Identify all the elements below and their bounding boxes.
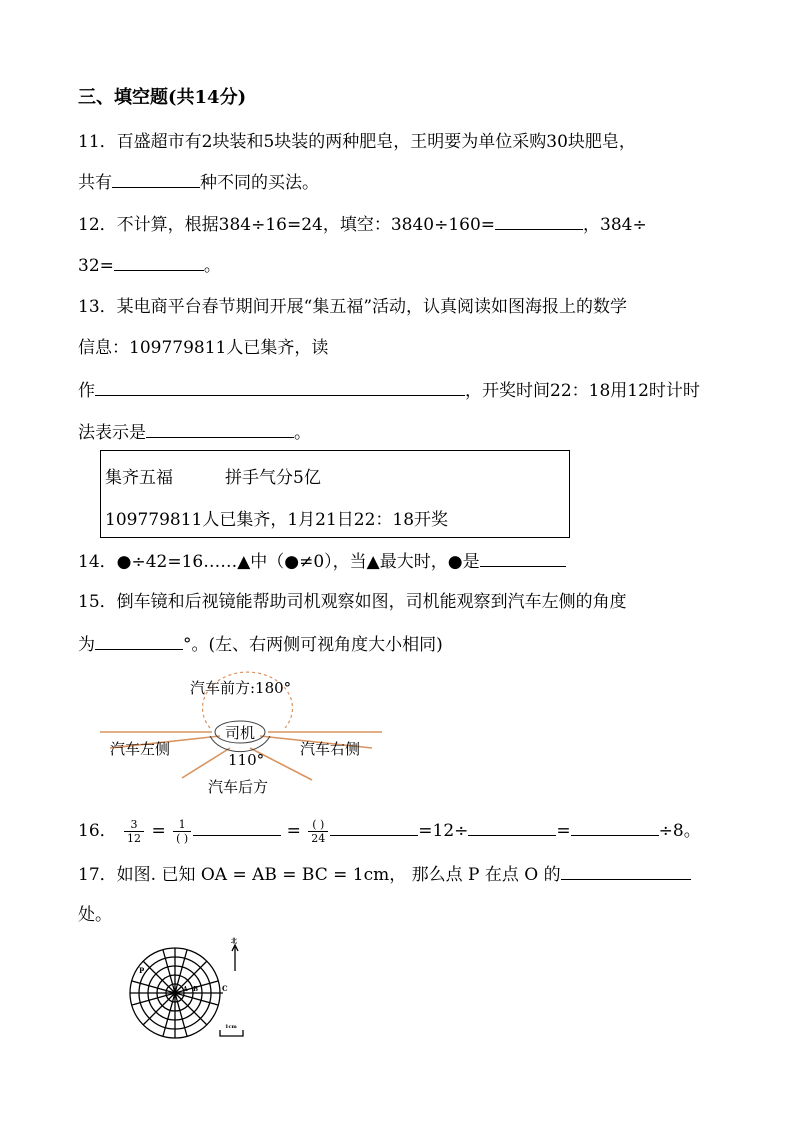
q15-line2 — [78, 632, 443, 657]
q16-answer-blank-3[interactable] — [468, 818, 556, 836]
label-angle: 110° — [228, 751, 265, 769]
rear-sight-line-left — [182, 748, 230, 778]
q16-prefix: 16． — [78, 821, 117, 841]
q12-line2 — [78, 253, 221, 278]
q13-answer-blank-1[interactable] — [95, 378, 465, 396]
q15-line1: 15．倒车镜和后视镜能帮助司机观察如图，司机能观察到汽车左侧的角度 — [78, 592, 627, 612]
q14-text: 14．●÷42=16……▲中（●≠0），当▲最大时，●是 — [78, 552, 480, 572]
q11-text-a: 共有 — [78, 173, 112, 193]
q16-fraction-1 — [124, 818, 144, 845]
scale-bar — [220, 1030, 243, 1036]
q16-frac2-num: 1 — [173, 818, 191, 832]
q11-line2 — [78, 170, 319, 195]
q13-line1: 13．某电商平台春节期间开展“集五福”活动，认真阅读如图海报上的数学 — [78, 297, 628, 317]
poster-row2: 109779811人已集齐，1月21日22：18开奖 — [105, 510, 449, 530]
q12-answer-blank-2[interactable] — [114, 253, 204, 271]
q12-text-d: 。 — [203, 256, 221, 276]
q17-text: 17．如图. 已知 OA = AB = BC = 1cm， 那么点 P 在点 O 的 — [78, 865, 561, 885]
q12-text-b: ，384÷ — [583, 215, 647, 235]
q16-eq1: = — [151, 821, 166, 841]
label-back: 汽车后方 — [208, 778, 269, 796]
q16-answer-blank-4[interactable] — [571, 818, 659, 836]
q13-text-d: 。 — [294, 423, 311, 443]
q12-answer-blank-1[interactable] — [495, 212, 583, 230]
q17-line2: 处。 — [78, 905, 112, 925]
q17-line1 — [78, 862, 691, 887]
q15-text-a: 为 — [78, 635, 95, 655]
label-scale: 1cm — [225, 1024, 237, 1030]
q15-answer-blank[interactable] — [95, 632, 183, 650]
q14-answer-blank[interactable] — [480, 549, 566, 567]
q13-line4 — [78, 420, 311, 445]
q13-answer-blank-2[interactable] — [146, 420, 294, 438]
label-b: B — [193, 986, 199, 993]
car-view-diagram — [100, 670, 390, 805]
q11-answer-blank[interactable] — [112, 170, 200, 188]
q13-text-c: 法表示是 — [78, 423, 146, 443]
section-title: 三、填空题(共14分) — [78, 87, 247, 108]
q16-frac3-den: 24 — [311, 832, 326, 845]
q16-fraction-2 — [173, 818, 191, 845]
label-front: 汽车前方:180° — [190, 679, 292, 697]
label-a: A — [183, 986, 188, 993]
q16-part4: =12÷ — [418, 821, 469, 841]
label-driver: 司机 — [225, 724, 256, 742]
q13-line3 — [78, 378, 700, 403]
q16-line — [78, 818, 701, 844]
q16-answer-blank-2[interactable] — [330, 818, 418, 836]
q15-text-b: °。(左、右两侧可视角度大小相同) — [183, 635, 443, 655]
q16-frac3-num[interactable]: ( ) — [308, 818, 328, 832]
q16-frac1-num: 3 — [124, 818, 144, 832]
point-o — [172, 990, 178, 996]
q14-line — [78, 549, 566, 574]
q16-frac1-den: 12 — [127, 832, 142, 845]
q16-frac2-den[interactable]: ( ) — [176, 832, 189, 845]
q16-part6: ÷8。 — [658, 821, 701, 841]
poster-text-prize: 拼手气分5亿 — [225, 468, 321, 488]
q17-answer-blank[interactable] — [561, 862, 691, 880]
q11-line1: 11．百盛超市有2块装和5块装的两种肥皂，王明要为单位采购30块肥皂， — [78, 132, 636, 152]
label-right: 汽车右侧 — [300, 740, 361, 758]
q13-text-a: 作 — [78, 381, 95, 401]
poster-text-wufu: 集齐五福 — [105, 468, 173, 488]
q13-text-b: ，开奖时间22：18用12时计时 — [465, 381, 700, 401]
label-c: C — [222, 984, 228, 993]
q16-part5: = — [556, 821, 571, 841]
poster-box — [100, 450, 570, 538]
q12-text-a: 12．不计算，根据384÷16=24，填空：3840÷160= — [78, 215, 496, 235]
q13-line2: 信息：109779811人已集齐，读 — [78, 338, 329, 358]
polar-grid-diagram — [125, 935, 265, 1045]
q16-eq2: = — [286, 821, 301, 841]
q11-text-b: 种不同的买法。 — [200, 173, 319, 193]
poster-row1 — [105, 463, 321, 488]
label-north: 北 — [231, 938, 238, 945]
label-p: P — [139, 966, 145, 975]
q16-answer-blank-1[interactable] — [193, 818, 281, 836]
q12-line1 — [78, 212, 647, 237]
q12-text-c: 32= — [78, 256, 114, 276]
q16-fraction-3 — [308, 818, 328, 845]
label-left: 汽车左侧 — [110, 740, 171, 758]
